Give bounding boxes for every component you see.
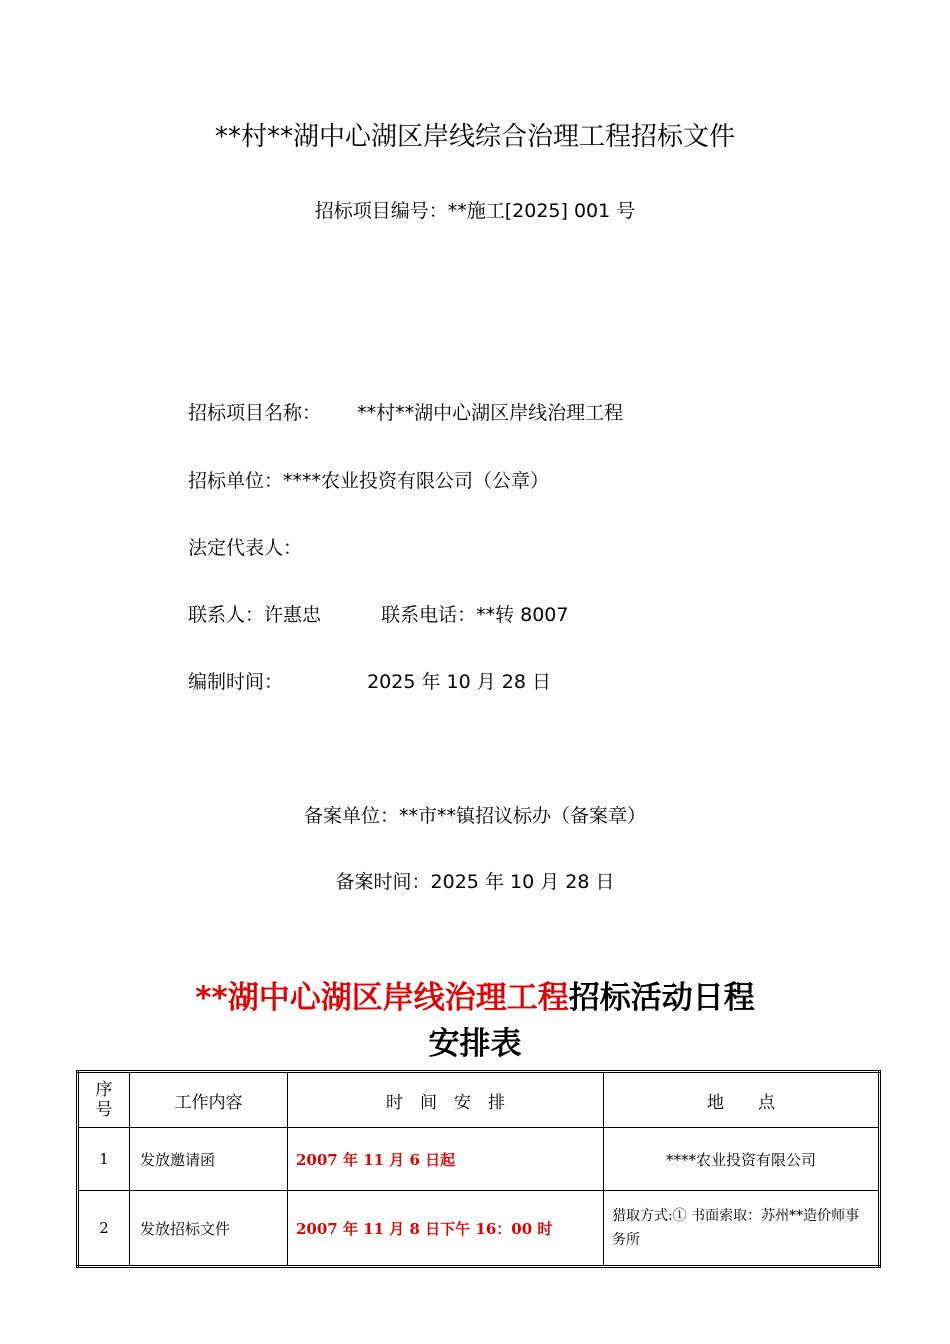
row-task: 发放邀请函 xyxy=(130,1128,288,1191)
compiled-time-value: 2025 年 10 月 28 日 xyxy=(367,671,551,693)
schedule-title-project: **湖中心湖区岸线治理工程 xyxy=(195,980,569,1016)
legal-representative: 法定代表人： xyxy=(188,537,303,559)
schedule-title-suffix: 招标活动日程 xyxy=(568,980,755,1016)
project-name-value: **村**湖中心湖区岸线治理工程 xyxy=(357,402,624,424)
compiled-time-label: 编制时间： xyxy=(188,671,284,693)
contact-person: 联系人：许惠忠 xyxy=(188,604,322,626)
table-row xyxy=(78,1128,880,1191)
compiled-time-row xyxy=(188,667,551,694)
row-time: 2007 年 11 月 6 日起 xyxy=(288,1128,604,1191)
contact-row xyxy=(188,600,568,627)
row-no: 1 xyxy=(78,1128,130,1191)
header-time: 时 间 安 排 xyxy=(288,1072,604,1128)
tender-unit: 招标单位：****农业投资有限公司（公章） xyxy=(188,470,550,492)
row-no: 2 xyxy=(78,1191,130,1267)
header-no: 序号 xyxy=(78,1072,130,1128)
table-row xyxy=(78,1191,880,1267)
row-time: 2007 年 11 月 8 日下午 16：00 时 xyxy=(288,1191,604,1267)
filing-time: 备案时间：2025 年 10 月 28 日 xyxy=(335,871,615,893)
row-place: ****农业投资有限公司 xyxy=(604,1128,880,1191)
row-place: 猎取方式:① 书面索取：苏州**造价师事务所 xyxy=(604,1191,880,1267)
schedule-table xyxy=(76,1070,881,1268)
project-name-label: 招标项目名称： xyxy=(188,402,322,424)
contact-phone: 联系电话：**转 8007 xyxy=(381,604,569,626)
table-header-row xyxy=(78,1072,880,1128)
document-title: **村**湖中心湖区岸线综合治理工程招标文件 xyxy=(214,122,735,152)
schedule-title xyxy=(0,978,950,1018)
header-task: 工作内容 xyxy=(130,1072,288,1128)
row-task: 发放招标文件 xyxy=(130,1191,288,1267)
project-name-row xyxy=(188,398,623,425)
header-place: 地 点 xyxy=(604,1072,880,1128)
schedule-title-line2: 安排表 xyxy=(428,1026,522,1062)
filing-unit: 备案单位：**市**镇招议标办（备案章） xyxy=(303,805,646,827)
project-number: 招标项目编号：**施工[2025] 001 号 xyxy=(314,200,636,222)
